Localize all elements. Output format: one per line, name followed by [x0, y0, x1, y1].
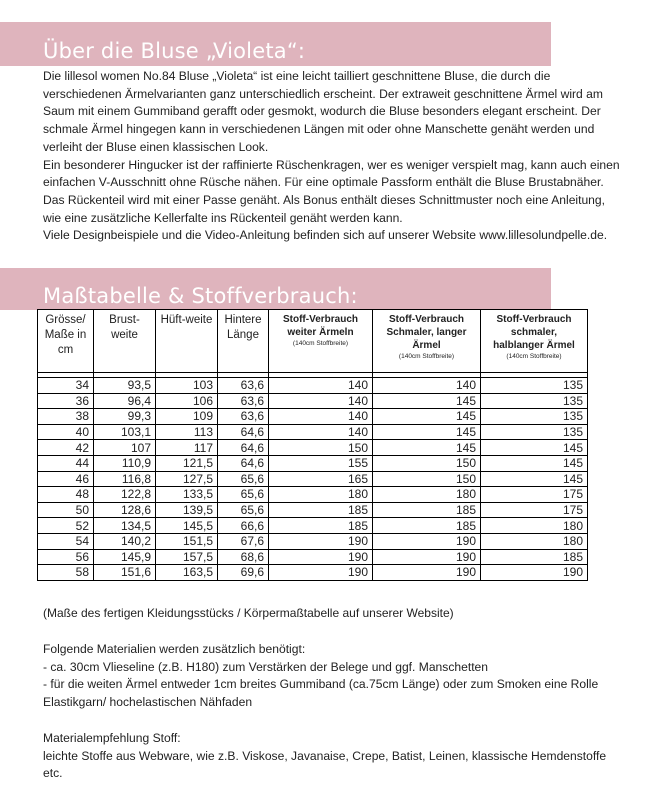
table-cell: 165: [269, 471, 373, 487]
table-cell: 190: [269, 549, 373, 565]
intro-text: [43, 68, 623, 245]
table-row: [38, 378, 588, 394]
table-cell: 155: [269, 455, 373, 471]
fabric-width-note: (140cm Stoffbreite): [292, 340, 349, 347]
table-cell: 151,6: [94, 565, 156, 581]
table-cell: 36: [38, 393, 94, 409]
table-cell: 151,5: [156, 533, 218, 549]
table-cell: 140: [373, 378, 481, 394]
table-cell: 128,6: [94, 502, 156, 518]
table-row: [38, 565, 588, 581]
table-cell: 175: [481, 487, 588, 503]
table-cell: 40: [38, 424, 94, 440]
table-cell: 135: [481, 424, 588, 440]
table-cell: 42: [38, 440, 94, 456]
table-cell: 34: [38, 378, 94, 394]
table-cell: 190: [269, 533, 373, 549]
table-cell: 44: [38, 455, 94, 471]
table-cell: 135: [481, 393, 588, 409]
fabric-width-note: (140cm Stoffbreite): [506, 353, 562, 360]
table-cell: 116,8: [94, 471, 156, 487]
table-cell: 38: [38, 409, 94, 425]
header-fabric-half-sleeve: [481, 310, 588, 373]
table-cell: 185: [269, 502, 373, 518]
table-cell: 145,5: [156, 518, 218, 534]
size-table: [37, 309, 588, 581]
section-title-blouse: Über die Bluse „Violeta“:: [43, 39, 306, 63]
intro-paragraph: Ein besonderer Hingucker ist der raffinierte Rüschenkragen, wer es weniger verspielt mag, kann auch einen einfachen V-Ausschnitt ohne Rüsche nähen. Für eine optimale Passform enthält die Bluse Brustabnäher. Das Rückenteil wird mit einer Passe genäht. Als Bonus enthält dieses Schnittmuster noch eine Anleitung, wie eine zusätzliche Kellerfalte ins Rückenteil genäht werden kann.: [43, 157, 620, 225]
table-cell: 145: [373, 440, 481, 456]
header-label: Stoff-Verbrauch weiter Ärmeln: [282, 314, 358, 338]
table-row: [38, 471, 588, 487]
table-cell: 96,4: [94, 393, 156, 409]
table-cell: 93,5: [94, 378, 156, 394]
table-cell: 99,3: [94, 409, 156, 425]
table-cell: 140: [269, 409, 373, 425]
fabric-width-note: (140cm Stoffbreite): [398, 353, 455, 360]
fabric-block: [43, 730, 623, 783]
header-fabric-wide-sleeve: [269, 310, 373, 373]
table-cell: 113: [156, 424, 218, 440]
table-cell: 157,5: [156, 549, 218, 565]
table-cell: 127,5: [156, 471, 218, 487]
header-hip: Hüft-weite: [156, 310, 218, 373]
table-row: [38, 440, 588, 456]
intro-paragraph: Viele Designbeispiele und die Video-Anleitung befinden sich auf unserer Website www.lillesolundpelle.de.: [43, 228, 608, 243]
table-cell: 110,9: [94, 455, 156, 471]
table-cell: 145: [373, 409, 481, 425]
table-cell: 56: [38, 549, 94, 565]
materials-item: - ca. 30cm Vlieseline (z.B. H180) zum Verstärken der Belege und ggf. Manschetten: [43, 659, 489, 674]
table-cell: 140,2: [94, 533, 156, 549]
header-chest: Brust-weite: [94, 310, 156, 373]
table-cell: 69,6: [218, 565, 269, 581]
table-cell: 64,6: [218, 455, 269, 471]
table-cell: 180: [481, 533, 588, 549]
table-cell: 63,6: [218, 378, 269, 394]
table-cell: 180: [373, 487, 481, 503]
table-cell: 145: [481, 440, 588, 456]
table-cell: 122,8: [94, 487, 156, 503]
table-cell: 139,5: [156, 502, 218, 518]
table-cell: 135: [481, 378, 588, 394]
table-cell: 109: [156, 409, 218, 425]
table-cell: 185: [269, 518, 373, 534]
materials-item: - für die weiten Ärmel entweder 1cm breites Gummiband (ca.75cm Länge) oder zum Smoken eine Rolle Elastikgarn/ hochelastischen Nähfaden: [43, 677, 599, 710]
table-cell: 68,6: [218, 549, 269, 565]
table-cell: 145: [481, 471, 588, 487]
table-cell: 103,1: [94, 424, 156, 440]
section-header-band: [0, 268, 551, 310]
table-cell: 65,6: [218, 502, 269, 518]
table-row: [38, 424, 588, 440]
table-body: [38, 378, 588, 581]
table-cell: 64,6: [218, 440, 269, 456]
table-cell: 150: [269, 440, 373, 456]
table-cell: 180: [269, 487, 373, 503]
table-row: [38, 409, 588, 425]
table-row: [38, 549, 588, 565]
table-cell: 107: [94, 440, 156, 456]
table-cell: 145: [481, 455, 588, 471]
table-cell: 140: [269, 393, 373, 409]
table-header-row: [38, 310, 588, 373]
header-back-length: Hintere Länge: [218, 310, 269, 373]
header-label: Stoff-Verbrauch Schmaler, langer Ärmel: [386, 314, 467, 351]
table-note: (Maße des fertigen Kleidungsstücks / Körpermaßtabelle auf unserer Website): [43, 606, 454, 620]
materials-heading: Folgende Materialien werden zusätzlich benötigt:: [43, 642, 306, 656]
table-cell: 54: [38, 533, 94, 549]
table-cell: 180: [481, 518, 588, 534]
table-cell: 64,6: [218, 424, 269, 440]
intro-paragraph: Die lillesol women No.84 Bluse „Violeta“ ist eine leicht tailliert geschnittene Bluse, die durch die verschiedenen Ärmelvarianten ganz unterschiedlich erscheint. Der extraweit geschnittene Ärmel wird am Saum mit einem Gummiband gerafft oder gesmokt, wodurch die Bluse besonders elegant erscheint. Der schmale Ärmel hingegen kann in verschiedenen Längen mit oder ohne Manschette genäht werden und verleiht der Bluse einen klassischen Look.: [43, 69, 603, 154]
table-cell: 190: [269, 565, 373, 581]
table-cell: 185: [373, 518, 481, 534]
table-row: [38, 455, 588, 471]
table-cell: 117: [156, 440, 218, 456]
table-cell: 175: [481, 502, 588, 518]
table-cell: 52: [38, 518, 94, 534]
table-cell: 106: [156, 393, 218, 409]
table-cell: 163,5: [156, 565, 218, 581]
table-cell: 67,6: [218, 533, 269, 549]
table-row: [38, 393, 588, 409]
table-cell: 48: [38, 487, 94, 503]
table-cell: 50: [38, 502, 94, 518]
table-row: [38, 487, 588, 503]
table-row: [38, 502, 588, 518]
table-cell: 190: [373, 565, 481, 581]
table-cell: 66,6: [218, 518, 269, 534]
table-cell: 46: [38, 471, 94, 487]
table-row: [38, 518, 588, 534]
header-fabric-long-sleeve: [373, 310, 481, 373]
table-cell: 134,5: [94, 518, 156, 534]
table-cell: 103: [156, 378, 218, 394]
table-cell: 63,6: [218, 393, 269, 409]
table-cell: 190: [373, 533, 481, 549]
table-cell: 190: [481, 565, 588, 581]
table-cell: 135: [481, 409, 588, 425]
fabric-text: leichte Stoffe aus Webware, wie z.B. Viskose, Javanaise, Crepe, Batist, Leinen, klassische Hemdenstoffe etc.: [43, 748, 607, 781]
table-cell: 65,6: [218, 487, 269, 503]
table-cell: 140: [269, 378, 373, 394]
table-cell: 121,5: [156, 455, 218, 471]
materials-block: [43, 641, 623, 712]
section-header-band: [0, 22, 551, 66]
table-cell: 65,6: [218, 471, 269, 487]
table-cell: 150: [373, 455, 481, 471]
table-cell: 133,5: [156, 487, 218, 503]
table-cell: 190: [373, 549, 481, 565]
table-cell: 58: [38, 565, 94, 581]
table-cell: 150: [373, 471, 481, 487]
table-cell: 145: [373, 424, 481, 440]
header-label: Stoff-Verbrauch schmaler, halblanger Ärmel: [493, 314, 575, 351]
header-size: Grösse/ Maße in cm: [38, 310, 94, 373]
table-row: [38, 533, 588, 549]
table-cell: 185: [373, 502, 481, 518]
table-cell: 63,6: [218, 409, 269, 425]
table-cell: 185: [481, 549, 588, 565]
table-cell: 145: [373, 393, 481, 409]
table-cell: 140: [269, 424, 373, 440]
fabric-heading: Materialempfehlung Stoff:: [43, 731, 181, 745]
table-cell: 145,9: [94, 549, 156, 565]
section-title-size-table: Maßtabelle & Stoffverbrauch:: [43, 284, 358, 308]
